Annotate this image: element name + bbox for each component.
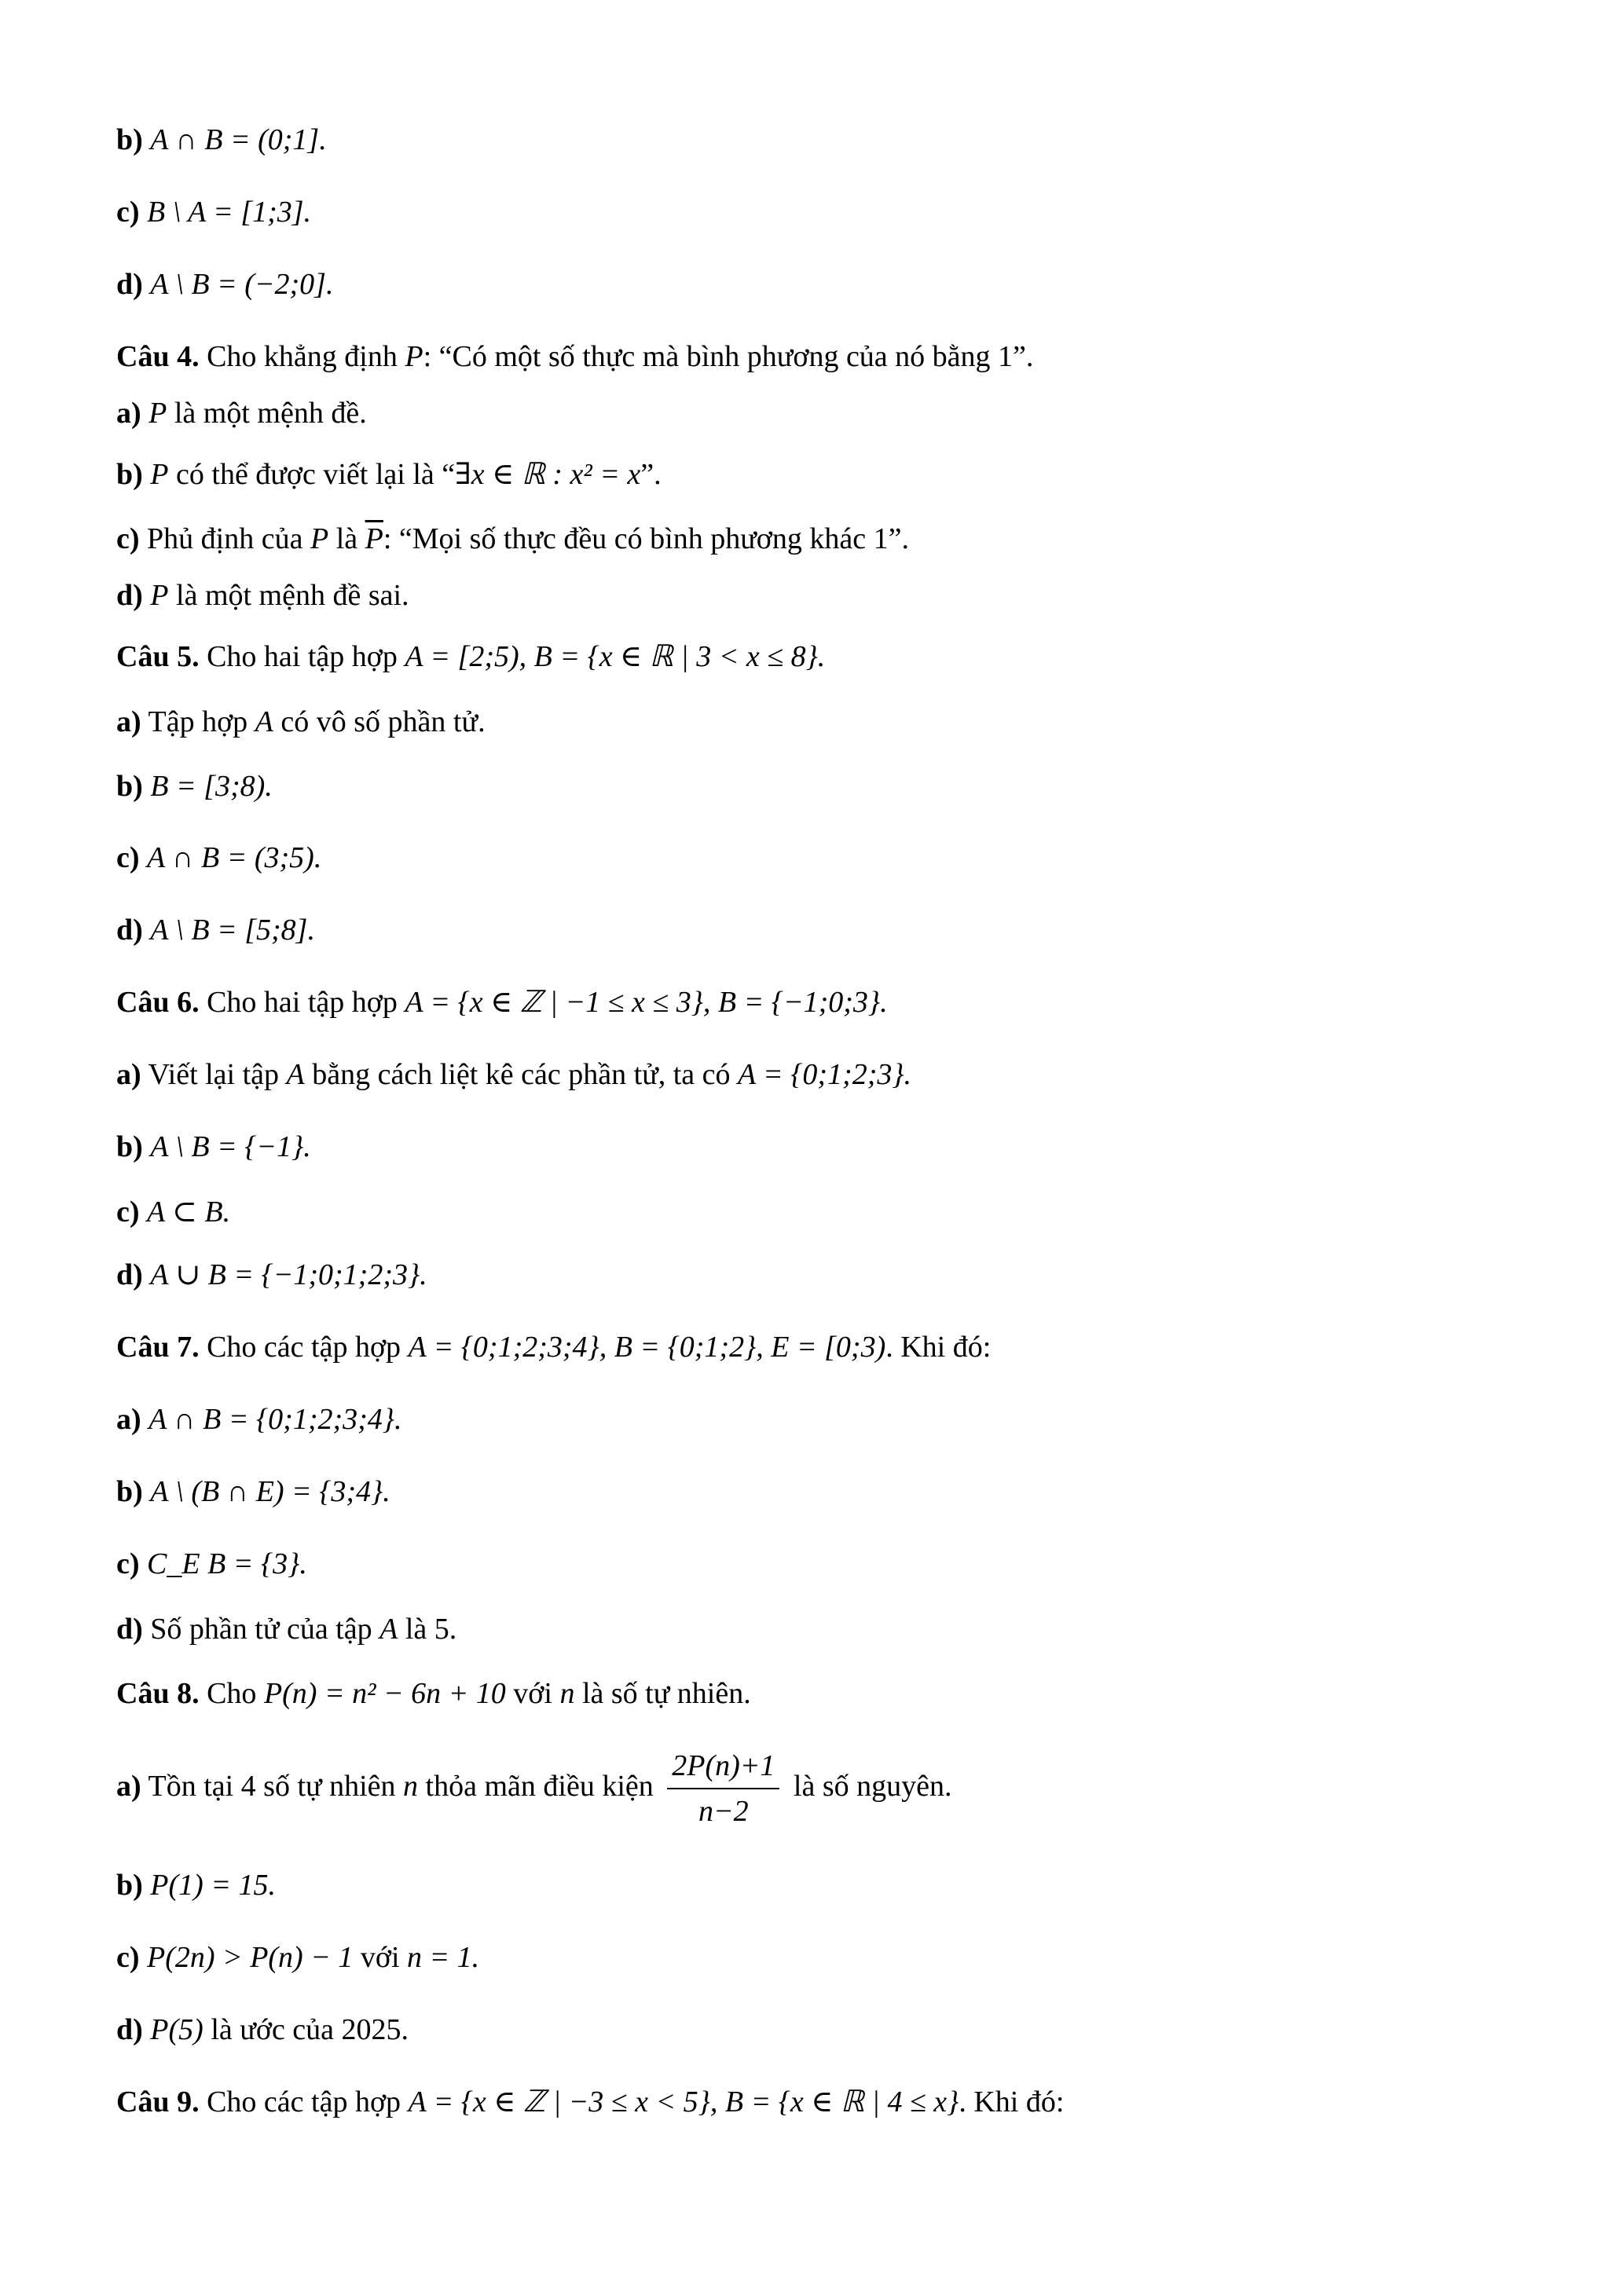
fraction-numerator: 2P(n)+1	[667, 1749, 779, 1789]
math-expression: P(5)	[150, 2013, 203, 2046]
item-7b	[116, 1471, 390, 1512]
fraction-denominator: n−2	[698, 1795, 749, 1829]
item-text: là một mệnh đề sai.	[176, 579, 409, 612]
math-expression: A \ (B ∩ E) = {3;4}.	[150, 1475, 390, 1508]
question-8	[116, 1673, 751, 1714]
question-7	[116, 1327, 991, 1368]
item-text: Viết lại tập	[148, 1058, 280, 1091]
question-4	[116, 336, 1033, 377]
item-6c	[116, 1192, 230, 1232]
item-7a	[116, 1399, 402, 1440]
math-expression: A ∩ B = {0;1;2;3;4}.	[148, 1403, 402, 1436]
question-text-rest: . Khi đó:	[959, 2085, 1065, 2118]
question-text-2: với	[513, 1677, 552, 1710]
item-label: c)	[116, 1547, 140, 1580]
question-text-rest: : “Có một số thực mà bình phương của nó bằng 1”.	[423, 340, 1034, 373]
fraction	[667, 1749, 779, 1829]
question-6	[116, 982, 888, 1023]
item-5c	[116, 837, 321, 878]
item-text: với	[360, 1941, 400, 1974]
math-expression: A \ B = (−2;0].	[150, 268, 334, 301]
item-text: Tập hợp	[148, 705, 248, 738]
question-label: Câu 4.	[116, 340, 200, 373]
item-4d	[116, 575, 409, 616]
question-text: Cho	[207, 1677, 257, 1710]
item-text: là một mệnh đề.	[174, 397, 367, 430]
question-text: Cho hai tập hợp	[207, 640, 398, 673]
math-expression: A ∩ B = (0;1].	[150, 123, 327, 156]
math-expression: A = {0;1;2;3;4}, B = {0;1;2}, E = [0;3)	[408, 1331, 886, 1364]
item-text: là ước của 2025.	[211, 2013, 409, 2046]
item-label: b)	[116, 123, 143, 156]
question-text: Cho khẳng định	[207, 340, 398, 373]
item-label: b)	[116, 458, 143, 491]
item-text-2: bằng cách liệt kê các phần tử, ta có	[312, 1058, 731, 1091]
item-text-2: thỏa mãn điều kiện	[425, 1770, 654, 1803]
math-expression: A = {x ∈ ℤ | −3 ≤ x < 5}, B = {x ∈ ℝ | 4 ≤ x}	[408, 2085, 959, 2118]
item-label: d)	[116, 1258, 143, 1291]
item-text-rest: : “Mọi số thực đều có bình phương khác 1”.	[383, 522, 909, 555]
item-label: d)	[116, 2013, 143, 2046]
item-4a	[116, 393, 367, 434]
symbol-a: A	[379, 1613, 398, 1646]
question-text: Cho các tập hợp	[207, 1331, 401, 1364]
item-text: có thể được viết lại là “	[176, 458, 456, 491]
item-6a	[116, 1054, 911, 1095]
question-9	[116, 2082, 1064, 2122]
math-expression: A = {x ∈ ℤ | −1 ≤ x ≤ 3}, B = {−1;0;3}.	[405, 986, 888, 1019]
math-expression: C_E B = {3}.	[147, 1547, 307, 1580]
item-8b	[116, 1865, 276, 1906]
item-label: c)	[116, 1941, 140, 1974]
math-expression: P(n) = n² − 6n + 10	[263, 1677, 506, 1710]
item-7c	[116, 1543, 307, 1584]
item-text: Phủ định của	[147, 522, 303, 555]
item-8d	[116, 2009, 409, 2050]
item-label: b)	[116, 1475, 143, 1508]
item-label: a)	[116, 1403, 141, 1436]
item-5d	[116, 910, 315, 950]
item-label: b)	[116, 770, 143, 803]
item-8a	[116, 1745, 952, 1827]
item-label: a)	[116, 1770, 141, 1803]
item-text: Tồn tại 4 số tự nhiên	[148, 1770, 396, 1803]
question-label: Câu 9.	[116, 2085, 200, 2118]
item-8c	[116, 1937, 479, 1978]
item-5a	[116, 701, 486, 742]
item-label: d)	[116, 579, 143, 612]
item-label: b)	[116, 1869, 143, 1902]
item-4b	[116, 454, 662, 495]
math-expression: B = [3;8).	[150, 770, 273, 803]
item-3c	[116, 192, 311, 233]
math-expression: A = {0;1;2;3}.	[738, 1058, 912, 1091]
symbol-a: A	[255, 705, 273, 738]
item-7d	[116, 1609, 456, 1650]
item-text-rest: là 5.	[405, 1613, 457, 1646]
math-expression: B \ A = [1;3].	[147, 196, 312, 229]
item-text-2: là	[335, 522, 358, 555]
item-3d	[116, 264, 333, 305]
math-expression: A \ B = [5;8].	[150, 914, 315, 947]
question-text-rest: . Khi đó:	[885, 1331, 992, 1364]
item-label: b)	[116, 1130, 143, 1163]
symbol-n: n	[403, 1770, 419, 1803]
item-6b	[116, 1126, 311, 1167]
question-text: Cho hai tập hợp	[207, 986, 398, 1019]
question-label: Câu 5.	[116, 640, 200, 673]
question-5	[116, 636, 825, 677]
item-label: d)	[116, 914, 143, 947]
symbol-p-negation: $\overline{P}$	[365, 522, 383, 555]
question-label: Câu 6.	[116, 986, 200, 1019]
math-expression: ∃x ∈ ℝ : x² = x	[455, 458, 641, 491]
symbol-p: P	[148, 397, 167, 430]
item-5b	[116, 766, 273, 807]
item-3b	[116, 119, 327, 160]
symbol-p: P	[310, 522, 329, 555]
math-expression-2: n = 1.	[407, 1941, 480, 1974]
item-label: a)	[116, 705, 141, 738]
symbol-a: A	[286, 1058, 305, 1091]
math-expression: P(2n) > P(n) − 1	[147, 1941, 354, 1974]
item-text-rest: ”.	[640, 458, 662, 491]
item-label: d)	[116, 268, 143, 301]
question-text-rest: là số tự nhiên.	[581, 1677, 751, 1710]
item-label: a)	[116, 1058, 141, 1091]
math-expression: A ∩ B = (3;5).	[147, 841, 322, 874]
item-label: c)	[116, 196, 140, 229]
symbol-n: n	[559, 1677, 575, 1710]
math-expression: A \ B = {−1}.	[150, 1130, 311, 1163]
item-label: c)	[116, 1196, 140, 1229]
item-text-rest: có vô số phần tử.	[280, 705, 486, 738]
symbol-p: P	[150, 579, 169, 612]
item-label: c)	[116, 841, 140, 874]
math-expression: P(1) = 15.	[150, 1869, 276, 1902]
symbol-p: P	[150, 458, 169, 491]
math-expression: A ∪ B = {−1;0;1;2;3}.	[150, 1258, 427, 1291]
question-label: Câu 8.	[116, 1677, 200, 1710]
item-text: Số phần tử của tập	[150, 1613, 372, 1646]
item-4c	[116, 518, 909, 559]
math-expression: A = [2;5), B = {x ∈ ℝ | 3 < x ≤ 8}.	[405, 640, 826, 673]
item-label: c)	[116, 522, 140, 555]
item-label: a)	[116, 397, 141, 430]
item-label: d)	[116, 1613, 143, 1646]
question-label: Câu 7.	[116, 1331, 200, 1364]
item-text-rest: là số nguyên.	[793, 1770, 952, 1803]
item-6d	[116, 1254, 427, 1295]
question-text: Cho các tập hợp	[207, 2085, 401, 2118]
math-expression: A ⊂ B.	[147, 1196, 231, 1229]
symbol-p: P	[405, 340, 423, 373]
